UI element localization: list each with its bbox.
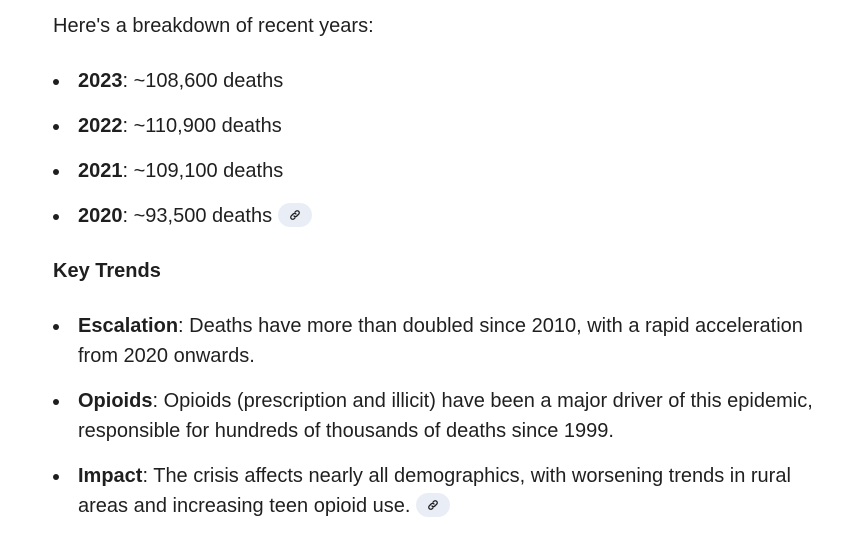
bullet (53, 324, 59, 330)
list-item (53, 461, 836, 521)
trend-description: : The crisis affects nearly all demographics, with worsening trends in rural areas and increasing teen opioid use. (78, 465, 791, 517)
bullet (53, 169, 59, 175)
year-label: 2020 (78, 205, 123, 227)
bullet (53, 124, 59, 130)
list-item (53, 111, 836, 141)
deaths-value: : ~108,600 deaths (122, 70, 284, 92)
list-item (53, 156, 836, 186)
trend-term: Impact (78, 465, 143, 487)
deaths-value: : ~110,900 deaths (122, 115, 282, 137)
trend-term: Opioids (78, 390, 153, 412)
bullet (53, 79, 59, 85)
list-item (53, 201, 836, 231)
link-icon (427, 499, 439, 511)
list-item (53, 386, 836, 446)
trend-term: Escalation (78, 315, 179, 337)
year-label: 2021 (78, 160, 123, 182)
link-icon (289, 209, 301, 221)
intro-text: Here's a breakdown of recent years: (53, 15, 374, 37)
list-item (53, 311, 836, 371)
section-heading: Key Trends (53, 260, 161, 282)
bullet (53, 474, 59, 480)
deaths-value: : ~93,500 deaths (122, 205, 273, 227)
year-label: 2022 (78, 115, 123, 137)
bullet (53, 399, 59, 405)
year-label: 2023 (78, 70, 123, 92)
source-link-chip[interactable] (416, 493, 450, 517)
list-item (53, 66, 836, 96)
deaths-value: : ~109,100 deaths (122, 160, 284, 182)
trend-description: : Deaths have more than doubled since 2010, with a rapid acceleration from 2020 onwards. (78, 315, 803, 367)
bullet (53, 214, 59, 220)
source-link-chip[interactable] (278, 203, 312, 227)
trend-description: : Opioids (prescription and illicit) have been a major driver of this epidemic, responsible for hundreds of thousands of deaths since 1999. (78, 390, 813, 442)
